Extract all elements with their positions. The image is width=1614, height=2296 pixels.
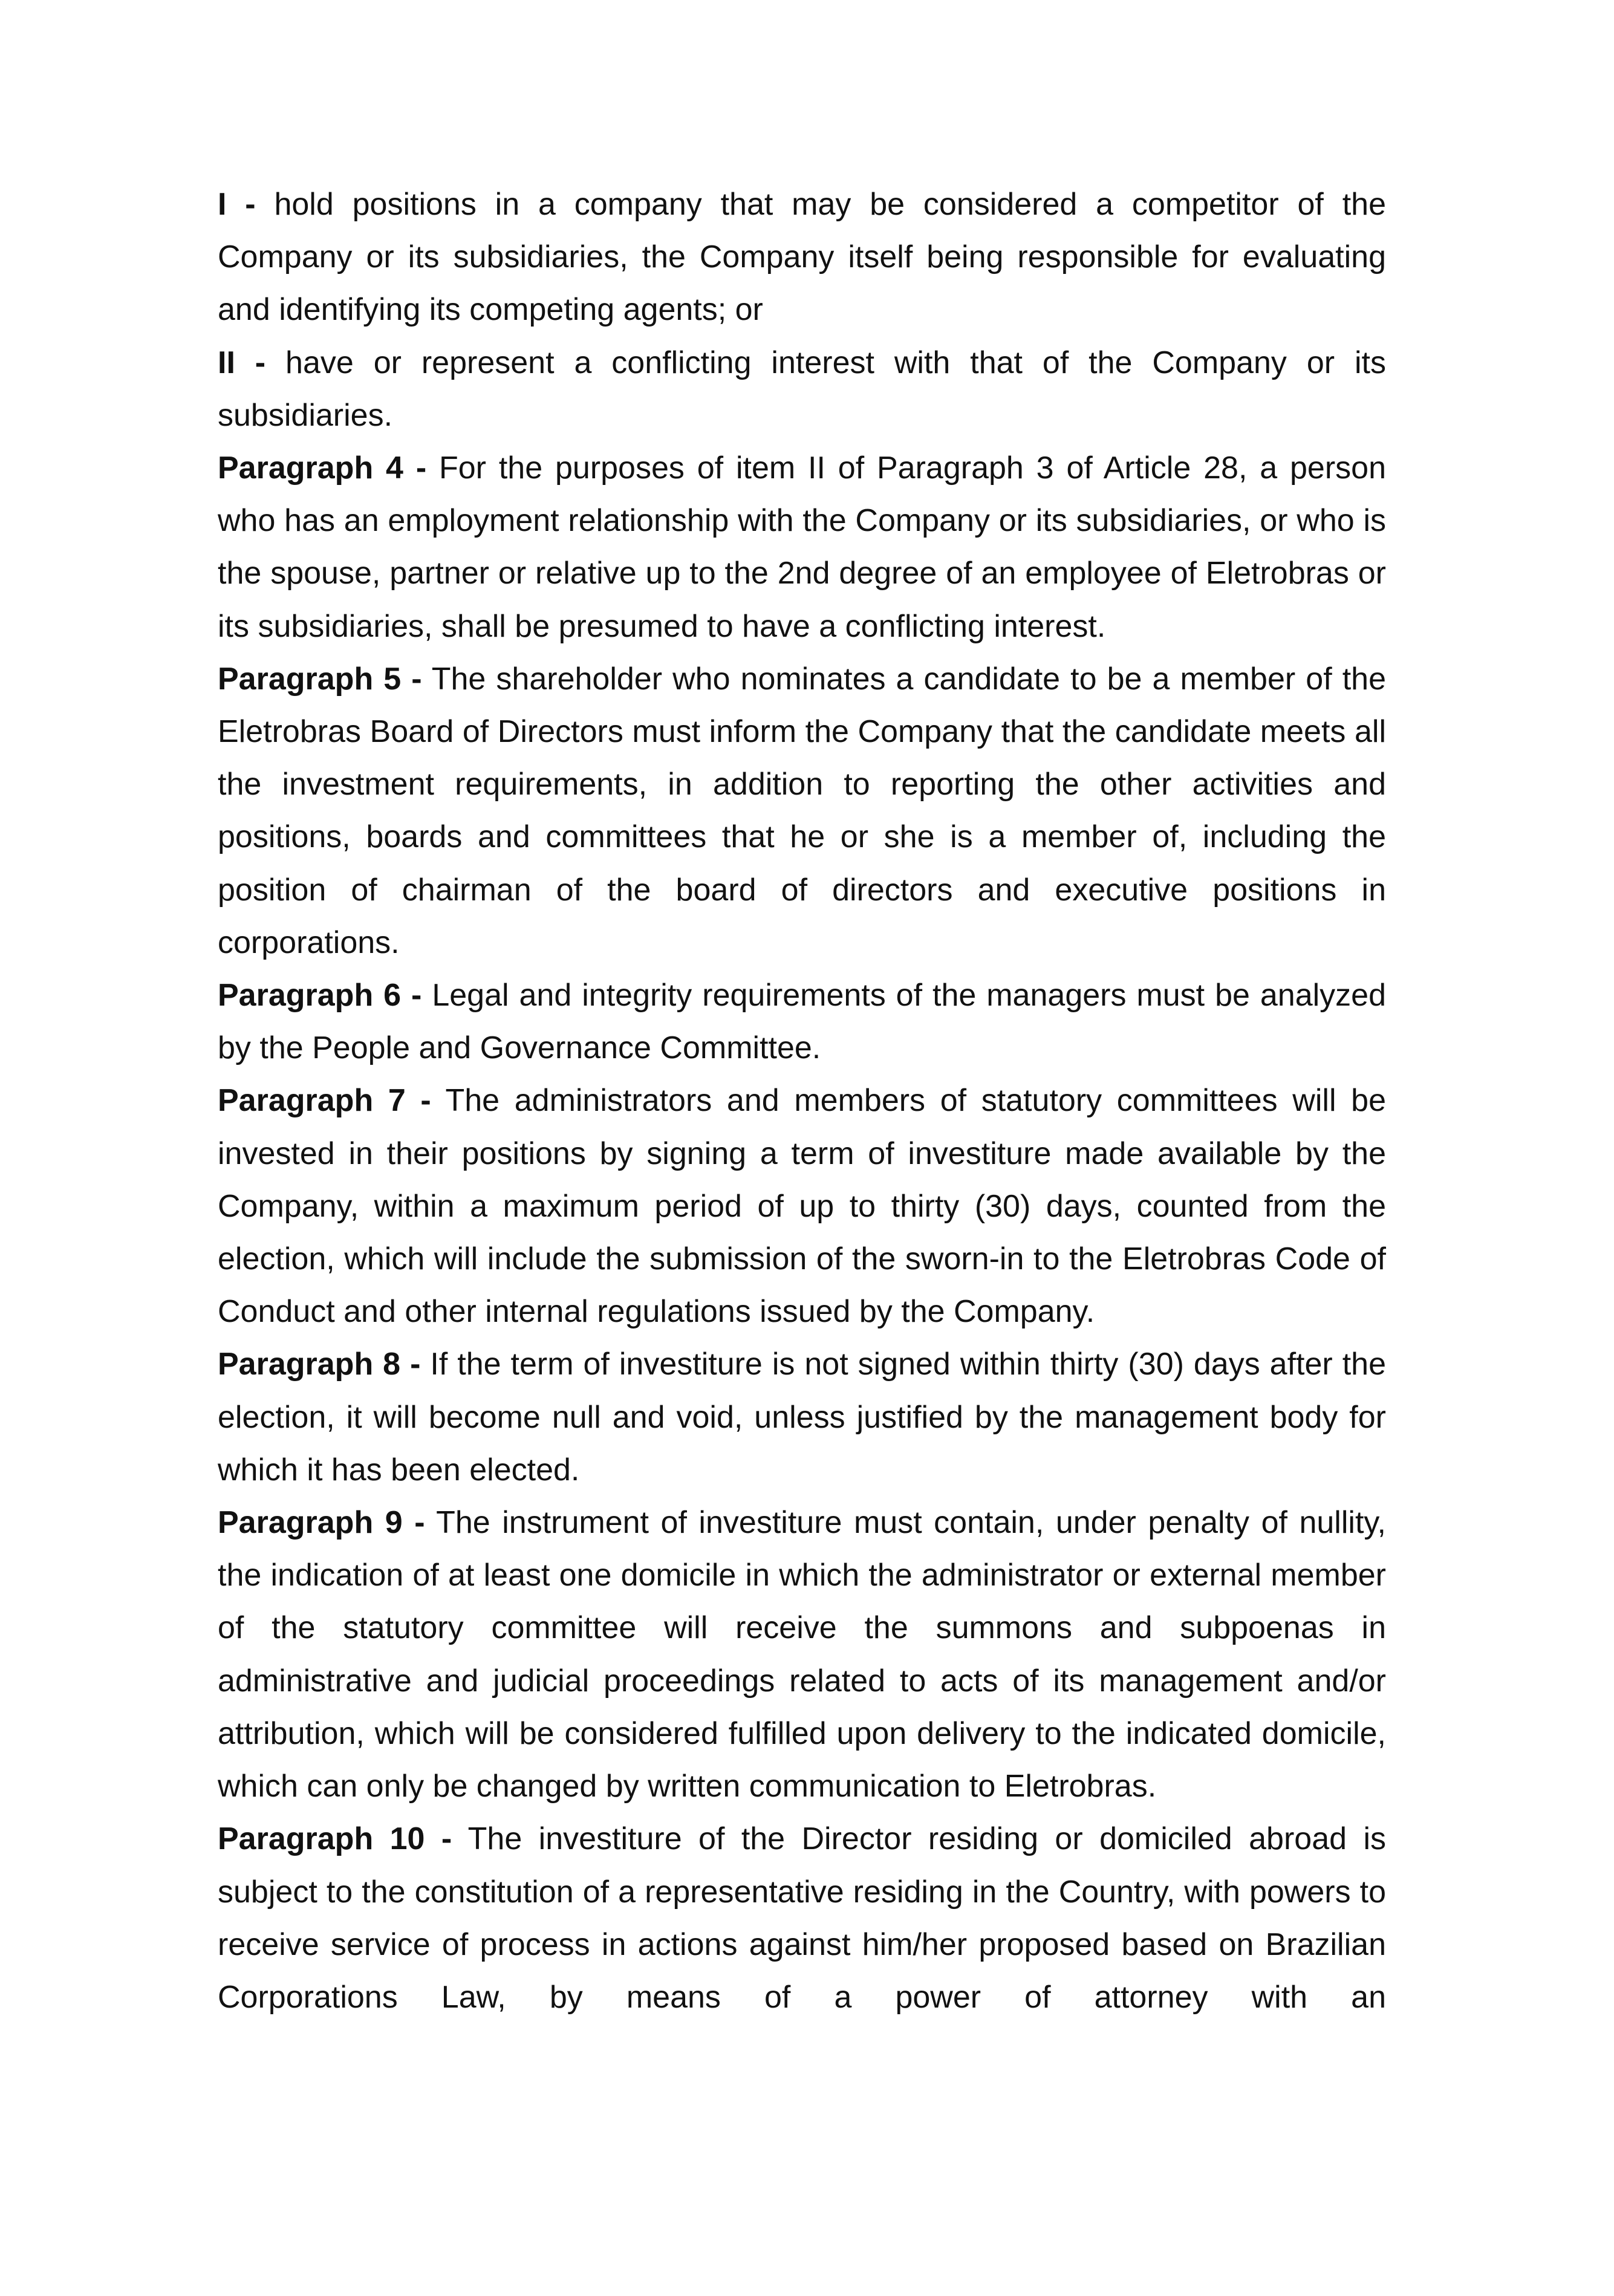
paragraph-10 [218,1813,1386,2024]
document-page [218,178,1386,2024]
paragraph-label: Paragraph 6 - [218,978,422,1013]
paragraph-label: Paragraph 10 - [218,1821,452,1857]
item-text: hold positions in a company that may be considered a competitor of the Company or its subsidiaries, the Company itself being responsible for evaluating and identifying its competing agents; or [218,187,1386,328]
paragraph-label: Paragraph 7 - [218,1083,431,1119]
paragraph-text: If the term of investiture is not signed within thirty (30) days after the election, it will become null and void, unless justified by the management body for which it has been elected. [218,1347,1386,1488]
paragraph-8 [218,1338,1386,1497]
item-ii [218,337,1386,442]
paragraph-label: Paragraph 5 - [218,661,422,697]
paragraph-text: The shareholder who nominates a candidate to be a member of the Eletrobras Board of Directors must inform the Company that the candidate meets all the investment requirements, in addition to reporting the other activities and positions, boards and committees that he or she is a member of, including the position of chairman of the board of directors and executive positions in corporations. [218,661,1386,960]
paragraph-4 [218,442,1386,653]
paragraph-label: Paragraph 9 - [218,1505,425,1541]
item-text: have or represent a conflicting interest with that of the Company or its subsidiaries. [218,345,1386,433]
paragraph-label: Paragraph 8 - [218,1347,421,1382]
paragraph-text: The administrators and members of statutory committees will be invested in their positions by signing a term of investiture made available by the Company, within a maximum period of up to thirty (30) days, counted from the election, which will include the submission of the sworn-in to the Eletrobras Code of Conduct and other internal regulations issued by the Company. [218,1083,1386,1330]
item-label: II - [218,345,266,380]
paragraph-5 [218,653,1386,969]
paragraph-text: For the purposes of item II of Paragraph 3 of Article 28, a person who has an employment relationship with the Company or its subsidiaries, or who is the spouse, partner or relative up to the 2nd degree of an employee of Eletrobras or its subsidiaries, shall be presumed to have a conflicting interest. [218,450,1387,644]
paragraph-text: Legal and integrity requirements of the managers must be analyzed by the People and Governance Committee. [218,978,1387,1066]
item-i [218,178,1386,337]
paragraph-6 [218,969,1386,1075]
paragraph-9 [218,1497,1386,1813]
paragraph-text: The instrument of investiture must contain, under penalty of nullity, the indication of at least one domicile in which the administrator or external member of the statutory committee will receive the summons and subpoenas in administrative and judicial proceedings related to acts of its management and/or attribution, which will be considered fulfilled upon delivery to the indicated domicile, which can only be changed by written communication to Eletrobras. [218,1505,1386,1804]
paragraph-label: Paragraph 4 - [218,450,427,486]
paragraph-text: The investiture of the Director residing or domiciled abroad is subject to the constitution of a representative residing in the Country, with powers to receive service of process in actions against him/her proposed based on Brazilian Corporations Law, by means of a power of attorney with an [218,1821,1386,2015]
item-label: I - [218,187,256,222]
paragraph-7 [218,1075,1386,1338]
